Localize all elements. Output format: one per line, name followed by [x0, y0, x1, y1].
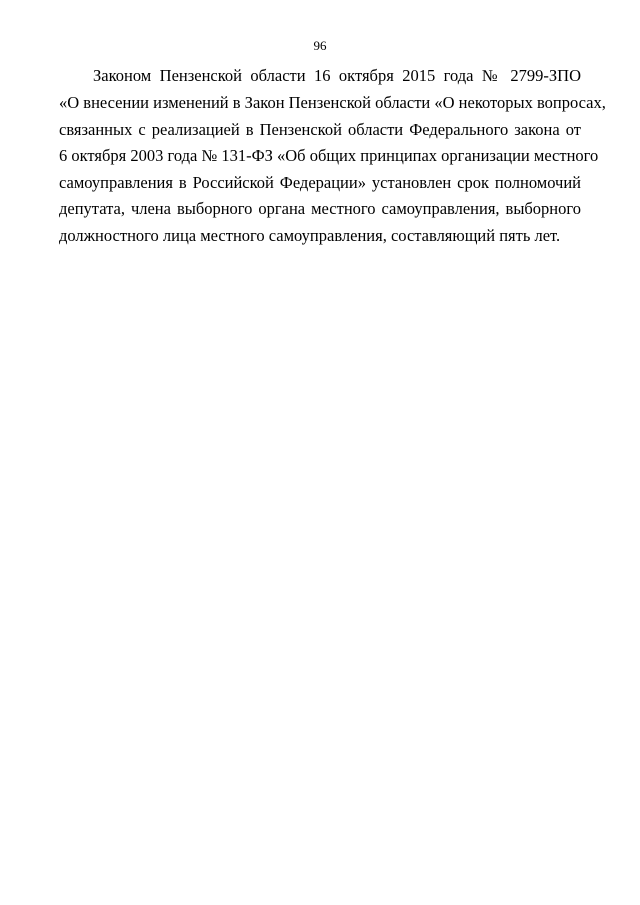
paragraph-line-6: депутата, члена выборного органа местного самоуправления, выборного [59, 199, 581, 218]
paragraph-line-7: должностного лица местного самоуправления, составляющий пять лет. [59, 226, 561, 245]
paragraph-line-2: «О внесении изменений в Закон Пензенской области «О некоторых вопросах, [59, 93, 606, 112]
paragraph-line-3: связанных с реализацией в Пензенской области Федерального закона от [59, 120, 581, 139]
paragraph-line-1: Законом Пензенской области 16 октября 2015 года № 2799-ЗПО [93, 66, 581, 85]
paragraph-line-5: самоуправления в Российской Федерации» установлен срок полномочий [59, 173, 581, 192]
paragraph-line-4: 6 октября 2003 года № 131-ФЗ «Об общих принципах организации местного [59, 146, 599, 165]
page-number: 96 [313, 38, 327, 53]
